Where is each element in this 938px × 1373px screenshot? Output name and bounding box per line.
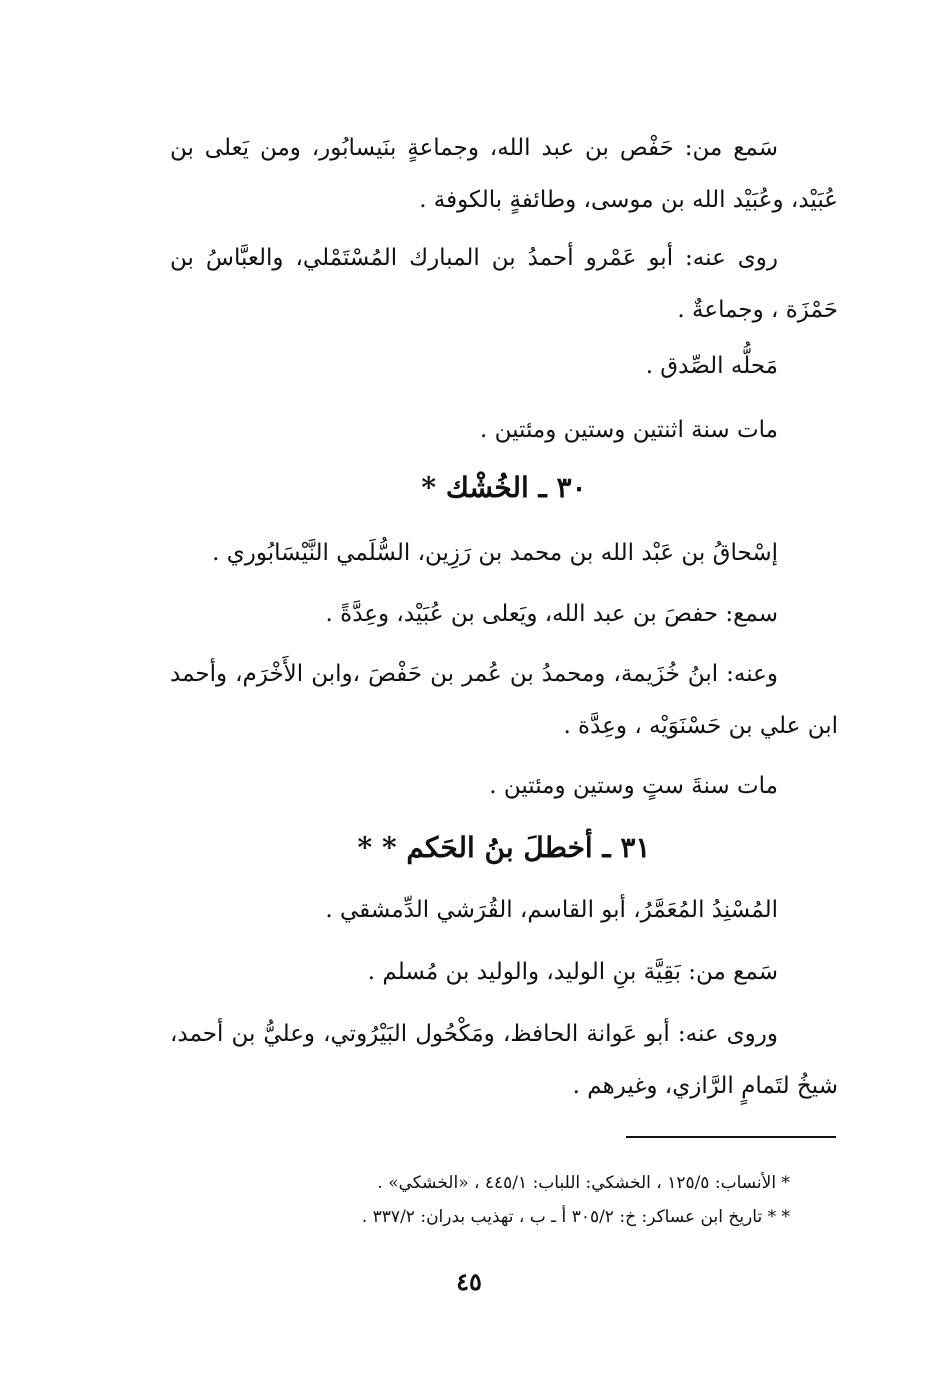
entry30-name: إسْحاقُ بن عَبْد الله بن محمد بن رَزِين، السُّلَمي النَّيْسَابُوري .: [212, 540, 778, 566]
entry30-narrated-by: وعنه: ابنُ خُزَيمة، ومحمدُ بن عُمر بن حَفْصَ ،وابن الأَخْرَم، وأحمد ابن علي بن حَسْنَوَيْه ، وعِدَّة .: [170, 661, 838, 739]
entry29-status: مَحلُّه الصِّدق .: [645, 353, 778, 379]
entry31-heard-from: سَمع من: بَقِيَّة بنِ الوليد، والوليد بن مُسلم .: [367, 959, 778, 985]
entry30-death: مات سنةَ ستٍ وستين ومئتين .: [489, 773, 778, 799]
entry29-narrated-by: روى عنه: أبو عَمْرو أحمدُ بن المبارك المُسْتَمْلي، والعبَّاسُ بن حَمْزَة ، وجماعةٌ .: [170, 245, 838, 323]
page-number: ٤٥: [456, 1267, 482, 1296]
footnote-divider: [626, 1136, 836, 1138]
entry31-title: ٣١ ـ أخطلَ بنُ الحَكم * *: [357, 831, 651, 864]
footnote-1: * الأنساب: ١٢٥/٥ ، الخشكي: اللباب: ٤٤٥/١ ، «الخشكي» .: [377, 1173, 790, 1193]
entry29-death: مات سنة اثنتين وستين ومئتين .: [479, 417, 778, 443]
entry30-title: ٣٠ ـ الخُشْك *: [421, 471, 587, 504]
entry29-heard-from: سَمع من: حَفْص بن عبد الله، وجماعةٍ بنَيسابُور، ومن يَعلى بن عُبَيْد، وعُبَيْد الله بن موسى، وطائفةٍ بالكوفة .: [170, 135, 838, 213]
entry31-name: المُسْنِدُ المُعَمَّرُ، أبو القاسم، القُرَشي الدِّمشقي .: [325, 897, 778, 923]
entry31-narrated-by: وروى عنه: أبو عَوانة الحافظ، ومَكْحُول البَيْرُوتي، وعليُّ بن أحمد، شيخُ لتَمامٍ الرَّازي، وغيرهم .: [170, 1021, 838, 1099]
entry30-heard-from: سمع: حفصَ بن عبد الله، ويَعلى بن عُبَيْد، وعِدَّةً .: [325, 601, 778, 627]
footnote-2: * * تاريخ ابن عساكر: خ: ٣٠٥/٢ أ ـ ب ، تهذيب بدران: ٣٣٧/٢ .: [361, 1207, 790, 1227]
